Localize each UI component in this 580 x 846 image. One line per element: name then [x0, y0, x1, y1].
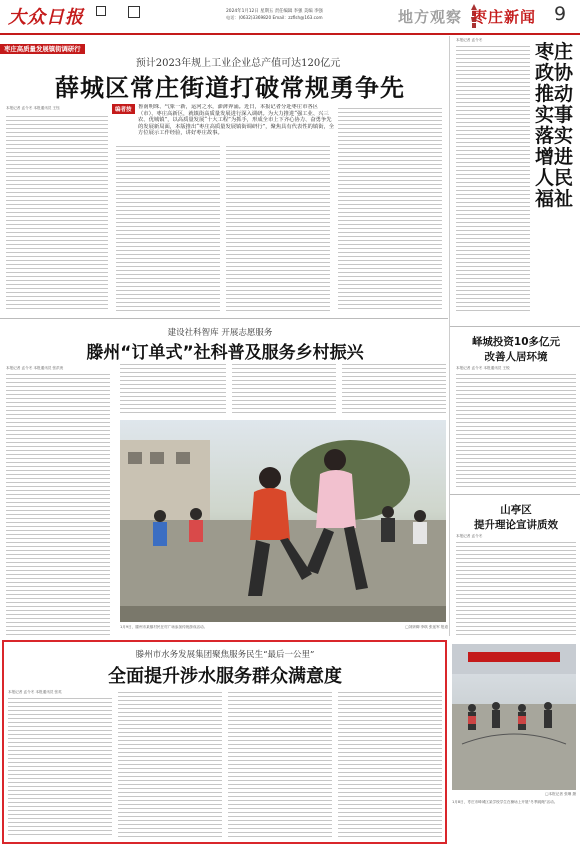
date-line: 2024年1月12日 星期五 责任编辑 李强 美编 李强 [226, 9, 323, 14]
side-column-headline: 枣庄政协推动实事落实增进人民福祉 [534, 41, 573, 210]
lead-body-col-3 [226, 146, 330, 312]
divider-lead [0, 318, 448, 319]
masthead-rule [0, 33, 580, 35]
side-story-3-byline: 本报记者 孟令冬 [456, 534, 483, 538]
editor-note: 鲁南明珠、气象一新，运河之水，澎湃奔涌。近日，本报记者分赴枣庄市各区（市）、枣庄高新区，就镇街高质量发展进行深入调研。为大力推进“强工业、兴三农、优城镇”，以高质量发展“十大工程”为抓手，形成全市上下齐心协力、奋勇争先的发展新局面，本版推出“枣庄高质量发展镇街调研行”，聚焦具有代表性的镇街，全方位展示工作经验，讲好枣庄故事。 [138, 104, 335, 136]
story-2-photo-credit: □刘妍卿 李琪 张延军 报道 [405, 625, 448, 629]
story-3-photo-credit: □本报记者 张琳 摄 [545, 792, 576, 796]
story-2-body-col-1 [6, 374, 110, 636]
story-2-body-top-a [120, 364, 226, 414]
story-3-byline: 本报记者 孟令冬 本报通讯员 张英 [8, 690, 62, 694]
side-story-2-kicker: 峄城投资10多亿元 [471, 336, 561, 348]
lead-kicker: 预计2023年规上工业企业总产值可达120亿元 [135, 58, 341, 69]
page-number: 9 [554, 3, 567, 25]
lead-headline: 薛城区常庄街道打破常规勇争先 [55, 74, 405, 102]
story-3-body-col-3 [228, 692, 332, 838]
side-story-3-body [456, 542, 576, 636]
side-column-byline: 本报记者 孟令冬 [456, 38, 483, 42]
side-story-2-byline: 本报记者 孟令冬 本报通讯员 王锐 [456, 366, 510, 370]
feature-banner-label: 枣庄高质量发展镇街调研行 [0, 44, 85, 54]
story-3-headline: 全面提升涉水服务群众满意度 [108, 666, 342, 687]
divider-side-1 [450, 326, 580, 327]
lead-body-col-1 [6, 116, 108, 312]
side-column-rule [449, 36, 450, 636]
feature-banner [0, 36, 132, 53]
story-3-photo [452, 644, 576, 790]
masthead-qr-area [96, 6, 122, 28]
story-2-photo-caption: 1月9日，滕州市某镇村民在村广场参加传统游戏活动。 [120, 625, 208, 629]
story-2-kicker: 建设社科智库 开展志愿服务 [167, 328, 273, 338]
lead-body-col-2 [116, 146, 220, 312]
story-2-photo [120, 420, 446, 622]
side-story-2-body [456, 374, 576, 488]
editor-note-box [112, 104, 336, 142]
section-label: 地方观察 [398, 8, 463, 26]
masthead-logo: 大众日报 [8, 7, 84, 28]
masthead-qr-right [128, 6, 140, 18]
section-title: 枣庄新闻 [472, 8, 537, 26]
story-3-photo-caption: 1月8日，枣庄市峄城区某学校学生在操场上开展“冬季跳绳”活动。 [452, 800, 558, 804]
lead-body-col-4 [338, 108, 442, 312]
side-story-3-kicker: 山亭区 [500, 504, 532, 516]
side-story-2-headline: 改善人居环境 [484, 351, 548, 363]
side-column-body [456, 46, 530, 312]
story-2-headline: 滕州“订单式”社科普及服务乡村振兴 [86, 343, 364, 363]
story-3-body-col-1 [8, 698, 112, 838]
story-3-kicker: 滕州市水务发展集团聚焦服务民生“最后一公里” [135, 650, 315, 660]
story-2-body-top-b [232, 364, 336, 414]
story-2-body-top-c [342, 364, 446, 414]
divider-side-2 [450, 494, 580, 495]
masthead [0, 0, 580, 34]
side-story-3-headline: 提升理论宣讲质效 [474, 519, 558, 531]
story-2-byline: 本报记者 孟令冬 本报通讯员 张洪贵 [6, 366, 64, 370]
story-3-body-col-4 [338, 692, 442, 838]
editor-tag: 编者按 [112, 104, 135, 114]
contact-line: 电话：(0632)3369820 Email：zzflsh@163.com [226, 15, 323, 20]
lead-byline: 本报记者 孟令冬 本报通讯员 王钰 [6, 106, 60, 110]
story-3-body-col-2 [118, 692, 222, 838]
